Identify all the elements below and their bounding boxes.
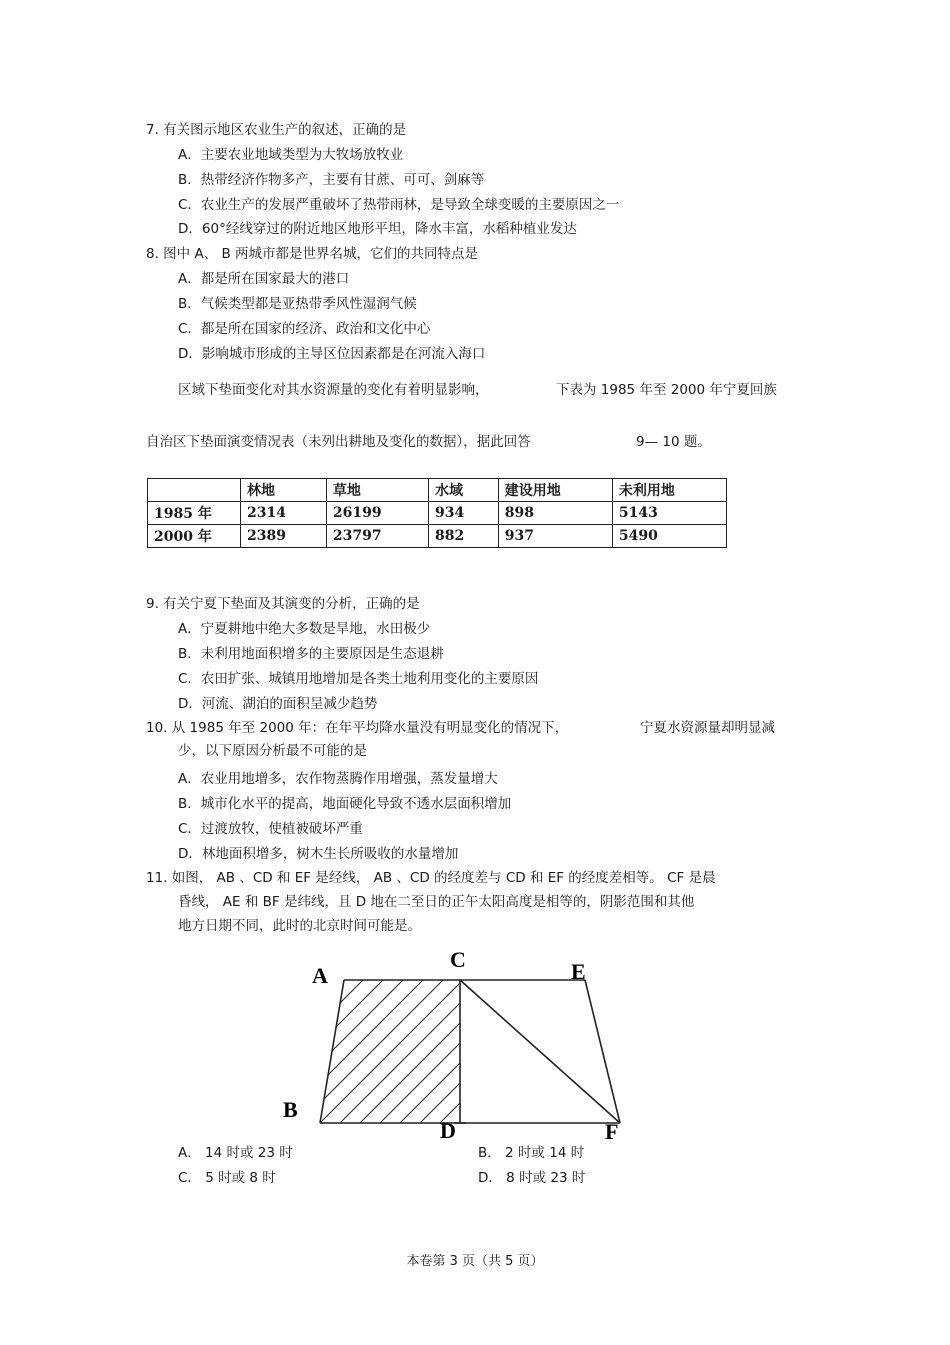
table-row: [148, 525, 727, 548]
table-header-water: 水域: [428, 479, 498, 502]
shaded-area: [280, 980, 583, 1123]
intro-line-2b: 9— 10 题。: [636, 434, 711, 450]
question-8-option-b: B．气候类型都是亚热带季风性湿润气候: [178, 296, 417, 312]
land-use-table: [147, 478, 727, 548]
table-cell: 937: [498, 525, 612, 548]
question-11-option-a: A． 14 时或 23 时: [178, 1145, 293, 1161]
question-7-stem: 7. 有关图示地区农业生产的叙述，正确的是: [146, 122, 407, 138]
question-8-stem: 8. 图中 A、 B 两城市都是世界名城，它们的共同特点是: [146, 246, 479, 262]
question-11-stem-b: 昏线， AE 和 BF 是纬线，且 D 地在二至日的正午太阳高度是相等的，阴影范围和其他: [178, 894, 695, 910]
table-cell: 2389: [241, 525, 327, 548]
question-11-stem-c: 地方日期不同，此时的北京时间可能是。: [178, 918, 421, 934]
question-8-option-d: D．影响城市形成的主导区位因素都是在河流入海口: [178, 346, 486, 362]
question-11-option-b: B． 2 时或 14 时: [478, 1145, 585, 1161]
table-cell: 934: [428, 502, 498, 525]
question-7-option-d: D．60°经线穿过的附近地区地形平坦，降水丰富，水稻种植业发达: [178, 221, 577, 237]
table-header-construction: 建设用地: [498, 479, 612, 502]
question-10-option-a: A．农业用地增多，农作物蒸腾作用增强，蒸发量增大: [178, 771, 498, 787]
table-header-forest: 林地: [241, 479, 327, 502]
table-cell: 1985 年: [148, 502, 241, 525]
question-11-option-d: D． 8 时或 23 时: [478, 1170, 586, 1186]
question-8-option-a: A．都是所在国家最大的港口: [178, 271, 350, 287]
meridian-ef: [585, 980, 620, 1123]
table-cell: 5143: [612, 502, 726, 525]
label-f: F: [605, 1119, 619, 1140]
question-10-stem-c: 少，以下原因分析最不可能的是: [178, 743, 367, 759]
question-9-option-b: B．未利用地面积增多的主要原因是生态退耕: [178, 646, 444, 662]
question-9-option-d: D．河流、湖泊的面积呈减少趋势: [178, 696, 378, 712]
question-10-option-c: C．过渡放牧，使植被破坏严重: [178, 821, 363, 837]
table-header-unused: 未利用地: [612, 479, 726, 502]
table-cell: 2000 年: [148, 525, 241, 548]
table-cell: 5490: [612, 525, 726, 548]
table-header-corner: [148, 479, 241, 502]
question-10-option-b: B．城市化水平的提高，地面硬化导致不透水层面积增加: [178, 796, 512, 812]
label-c: C: [450, 947, 466, 972]
longitude-diagram: [280, 945, 650, 1140]
question-7-option-b: B．热带经济作物多产，主要有甘蔗、可可、剑麻等: [178, 172, 485, 188]
question-7-option-c: C．农业生产的发展严重破坏了热带雨林，是导致全球变暖的主要原因之一: [178, 197, 620, 213]
table-cell: 2314: [241, 502, 327, 525]
question-9-stem: 9. 有关宁夏下垫面及其演变的分析，正确的是: [146, 596, 420, 612]
intro-line-1b: 下表为 1985 年至 2000 年宁夏回族: [556, 382, 777, 398]
terminator-cf: [460, 980, 620, 1123]
table-header-row: [148, 479, 727, 502]
table-cell: 882: [428, 525, 498, 548]
label-b: B: [283, 1097, 298, 1122]
table-row: [148, 502, 727, 525]
table-cell: 26199: [326, 502, 428, 525]
label-e: E: [571, 959, 586, 984]
intro-line-1a: 区域下垫面变化对其水资源量的变化有着明显影响，: [178, 382, 489, 398]
question-7-option-a: A．主要农业地域类型为大牧场放牧业: [178, 147, 404, 163]
label-a: A: [312, 963, 328, 988]
question-9-option-a: A．宁夏耕地中绝大多数是旱地，水田极少: [178, 621, 431, 637]
intro-line-2a: 自治区下垫面演变情况表（未列出耕地及变化的数据），据此回答: [146, 434, 531, 450]
question-11-option-c: C． 5 时或 8 时: [178, 1170, 276, 1186]
label-d: D: [440, 1118, 456, 1140]
table-cell: 23797: [326, 525, 428, 548]
question-9-option-c: C．农田扩张、城镇用地增加是各类土地利用变化的主要原因: [178, 671, 539, 687]
table-cell: 898: [498, 502, 612, 525]
page-footer: 本卷第 3 页（共 5 页）: [406, 1254, 544, 1269]
table-header-grassland: 草地: [326, 479, 428, 502]
question-10-stem-a: 10. 从 1985 年至 2000 年：在年平均降水量没有明显变化的情况下，: [146, 720, 569, 736]
question-10-option-d: D．林地面积增多，树木生长所吸收的水量增加: [178, 846, 459, 862]
meridian-ab: [320, 980, 344, 1123]
question-10-stem-b: 宁夏水资源量却明显减: [640, 720, 775, 736]
question-8-option-c: C．都是所在国家的经济、政治和文化中心: [178, 321, 431, 337]
question-11-stem-a: 11. 如图， AB 、CD 和 EF 是经线， AB 、CD 的经度差与 CD 和 EF 的经度差相等。 CF 是晨: [146, 870, 716, 886]
